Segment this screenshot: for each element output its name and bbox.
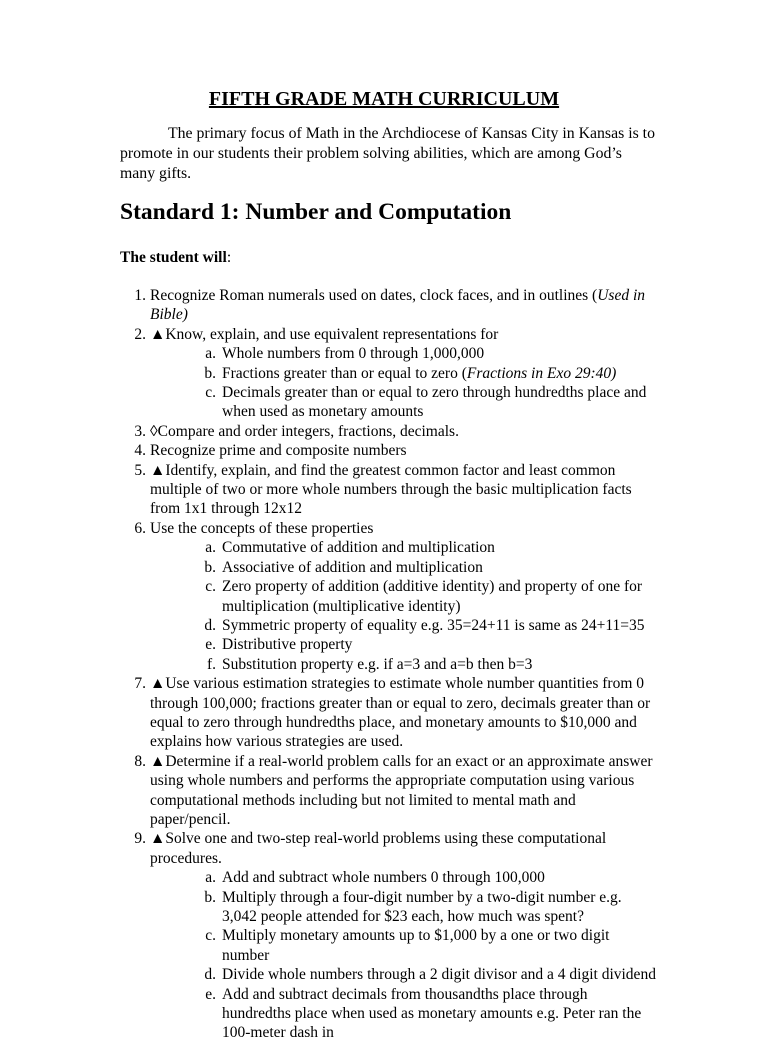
list-item-4: 4. Recognize prime and composite numbers bbox=[134, 442, 407, 460]
sub-list-item: a. Add and subtract whole numbers 0 through 100,000 bbox=[205, 869, 545, 887]
sub-list-item: b. Fractions greater than or equal to zero (Fractions in Exo 29:40) bbox=[204, 364, 617, 382]
list-item-5: 5. ▲Identify, explain, and find the greatest common factor and least common multiple of two or more whole numbers through the basic multiplication facts from 1x1 through 12x12 bbox=[134, 461, 632, 518]
list-item-8: 8. ▲Determine if a real-world problem calls for an exact or an approximate answer using whole numbers and performs the appropriate computation using various computational methods including but not limited to mental math and paper/pencil. bbox=[134, 752, 653, 828]
list-item-6: 6. Use the concepts of these properties a. Commutative of addition and multiplication b. Associative of addition and multiplication c. Zero property of addition (additive identity) and property of one for multiplication (multiplicative identity) d. Symmetric property of equality e.g. 35=24+11 is same as 24+11=35 e. Distributive property f. Substitution property e.g. if a=3 and a=b then b=3 bbox=[120, 519, 660, 674]
sub-list-item: d. Symmetric property of equality e.g. 35=24+11 is same as 24+11=35 bbox=[204, 616, 645, 634]
list-item-1: 1. Recognize Roman numerals used on dates, clock faces, and in outlines (Used in Bible) bbox=[134, 287, 646, 324]
sub-list-item: c. Multiply monetary amounts up to $1,000 by a one or two digit number bbox=[205, 927, 610, 964]
student-will-label: The student will: bbox=[120, 249, 232, 266]
sub-list bbox=[150, 868, 660, 1043]
sub-list-item: a. Commutative of addition and multiplication bbox=[205, 539, 495, 557]
intro-paragraph: The primary focus of Math in the Archdiocese of Kansas City in Kansas is to promote in our students their problem solving abilities, which are among God’s many gifts. bbox=[120, 125, 655, 182]
triangle-marker-icon: ▲ bbox=[150, 461, 166, 479]
triangle-marker-icon: ▲ bbox=[150, 752, 166, 770]
sub-list-item: b. Multiply through a four-digit number by a two-digit number e.g. 3,042 people attended for $23 each, how much was spent? bbox=[204, 888, 622, 925]
triangle-marker-icon: ▲ bbox=[150, 325, 166, 343]
sub-list-item: f. Substitution property e.g. if a=3 and a=b then b=3 bbox=[206, 655, 533, 673]
sub-list-item: c. Decimals greater than or equal to zero through hundredths place and when used as monetary amounts bbox=[205, 384, 647, 421]
page-title: FIFTH GRADE MATH CURRICULUM bbox=[208, 88, 560, 110]
sub-list-item: c. Zero property of addition (additive identity) and property of one for multiplication (multiplicative identity) bbox=[205, 578, 643, 615]
triangle-marker-icon: ▲ bbox=[150, 675, 166, 693]
standard-item-list bbox=[120, 286, 660, 1043]
standard-heading: Standard 1: Number and Computation bbox=[120, 199, 512, 225]
list-item-9: 9. ▲Solve one and two-step real-world problems using these computational procedures. a. Add and subtract whole numbers 0 through 100,000 b. Multiply through a four-digit number by a two-digit number e.g. 3,042 people attended for $23 each, how much was spent? c. Multiply monetary amounts up to $1,000 by a one or two digit number d. Divide whole numbers through a 2 digit divisor and a 4 digit dividend e. Add and subtract decimals from thousandths place through hundredths place when used as monetary amounts e.g. Peter ran the 100-meter dash in bbox=[120, 829, 660, 1042]
sub-list bbox=[150, 538, 660, 674]
sub-list-item: d. Divide whole numbers through a 2 digit divisor and a 4 digit dividend bbox=[204, 966, 656, 984]
triangle-marker-icon: ▲ bbox=[150, 830, 166, 848]
list-item-3: 3. ◊Compare and order integers, fractions, decimals. bbox=[134, 422, 459, 440]
sub-list-item: b. Associative of addition and multiplication bbox=[204, 558, 483, 576]
sub-list-item: e. Distributive property bbox=[205, 636, 353, 654]
sub-list-item: e. Add and subtract decimals from thousandths place through hundredths place when used as monetary amounts e.g. Peter ran the 100-meter dash in bbox=[205, 985, 642, 1042]
sub-list bbox=[150, 344, 660, 422]
list-item-2: 2. ▲Know, explain, and use equivalent representations for a. Whole numbers from 0 through 1,000,000 b. Fractions greater than or equal to zero (Fractions in Exo 29:40) c. Decimals greater than or equal to zero through hundredths place and when used as monetary amounts bbox=[120, 325, 660, 422]
list-item-7: 7. ▲Use various estimation strategies to estimate whole number quantities from 0 through 100,000; fractions greater than or equal to zero, decimals greater than or equal to zero through hundredths place, and monetary amounts to $10,000 and explains how various strategies are used. bbox=[134, 675, 651, 751]
diamond-marker-icon: ◊ bbox=[150, 422, 158, 440]
sub-list-item: a. Whole numbers from 0 through 1,000,000 bbox=[205, 345, 485, 363]
